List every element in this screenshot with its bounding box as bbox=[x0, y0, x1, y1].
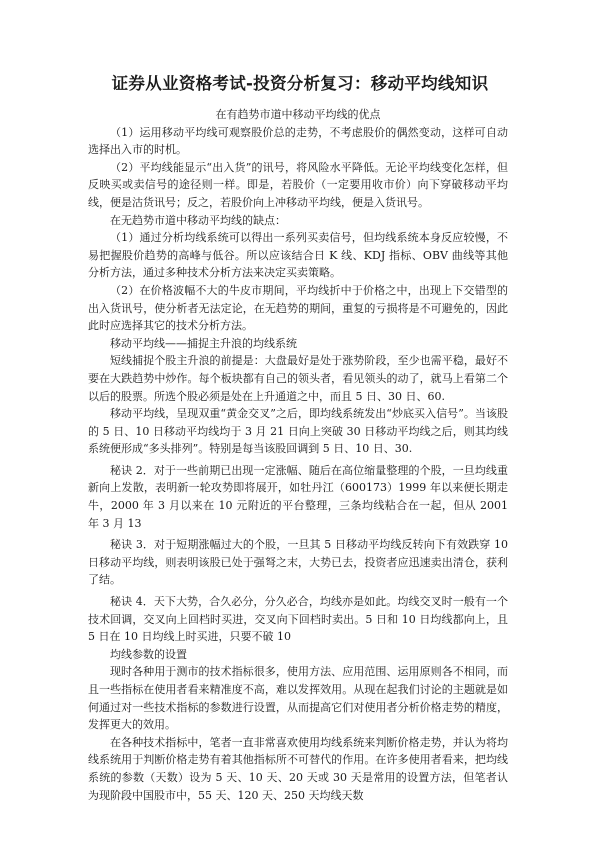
paragraph: 移动平均线，呈现双重“黄金交叉”之后，即均线系统发出“炒底买入信号”。当该股的 5 日、10 日移动平均线均于 3 月 21 日向上突破 30 日移动平均线之后，则其均线系统便形成“多头排列”。特别是每当该股回调到 5 日、10 日、30. bbox=[88, 407, 508, 456]
paragraph: 在各种技术指标中，笔者一直非常喜欢使用均线系统来判断价格走势，并认为将均线系统用于判断价格走势有着其他指标所不可替代的作用。在许多使用者看来，把均线系统的参数（天数）设为 5 天、10 天、20 天或 30 天是常用的设置方法，但笔者认为现阶段中国股市中，55 天、120 天、250 天均线天数 bbox=[88, 735, 508, 802]
section-heading-disadvantages: 在无趋势市道中移动平均线的缺点： bbox=[110, 213, 286, 227]
paragraph: （2）平均线能显示“出入货”的讯号，将风险水平降低。无论平均线变化怎样，但反映买或卖信号的途径则一样。即是，若股价（一定要用收市价）向下穿破移动平均线，便是沽货讯号；反之，若股价向上冲移动平均线，便是入货讯号。 bbox=[88, 160, 508, 209]
paragraph: （1）运用移动平均线可观察股价总的走势，不考虑股价的偶然变动，这样可自动选择出入市的时机。 bbox=[88, 125, 508, 157]
paragraph: 秘诀 3．对于短期涨幅过大的个股，一旦其 5 日移动平均线反转向下有效跌穿 10 日移动平均线，则表明该股已处于强弩之末，大势已去，投资者应迅速卖出清仓，获利了结。 bbox=[88, 538, 508, 587]
paragraph: 短线捕捉个股主升浪的前提是：大盘最好是处于涨势阶段，至少也需平稳，最好不要在大跌趋势中炒作。每个板块都有自己的领头者，看见领头的动了，就马上看第二个以后的股票。所选个股必须是处在上升通道之中，而且 5 日、30 日、60. bbox=[88, 354, 508, 403]
document-title: 证券从业资格考试-投资分析复习：移动平均线知识 bbox=[111, 74, 489, 93]
paragraph: 现时各种用于测市的技术指标很多，使用方法、应用范围、运用原则各不相同，而且一些指标在使用者看来精准度不高，难以发挥效用。从现在起我们讨论的主题就是如何通过对一些技术指标的参数进行设置，从而提高它们对使用者分析价格走势的精度，发挥更大的效用。 bbox=[88, 665, 508, 732]
section-heading-advantages: 在有趋势市道中移动平均线的优点 bbox=[215, 108, 381, 121]
paragraph: 秘诀 2．对于一些前期已出现一定涨幅、随后在高位缩量整理的个股，一旦均线重新向上发散，表明新一轮攻势即将展开，如牡丹江（600173）1999 年以来便长期走牛，2000 年 3 月以来在 10 元附近的平台整理，三条均线粘合在一起，但从 2001 年 3 月 13 bbox=[88, 463, 508, 530]
paragraph: （1）通过分析均线系统可以得出一系列买卖信号，但均线系统本身反应较慢，不易把握股价趋势的高峰与低谷。所以应该结合日 K 线、KDJ 指标、OBV 曲线等其他分析方法，通过多种技术分析方法来决定买卖策略。 bbox=[88, 231, 508, 280]
paragraph: 秘诀 4．天下大势，合久必分，分久必合，均线亦是如此。均线交叉时一般有一个技术回调，交叉向上回档时买进，交叉向下回档时卖出。5 日和 10 日均线都向上，且 5 日在 10 日均线上时买进，只要不破 10 bbox=[88, 595, 508, 644]
section-heading-main-wave: 移动平均线——捕捉主升浪的均线系统 bbox=[110, 336, 297, 350]
document-body bbox=[88, 106, 508, 804]
paragraph: （2）在价格波幅不大的牛皮市期间，平均线折中于价格之中，出现上下交错型的出入货讯号，使分析者无法定论，在无趋势的期间，重复的亏损将是不可避免的，因此此时应选择其它的技术分析方法。 bbox=[88, 283, 508, 333]
section-heading-parameters: 均线参数的设置 bbox=[110, 647, 187, 661]
